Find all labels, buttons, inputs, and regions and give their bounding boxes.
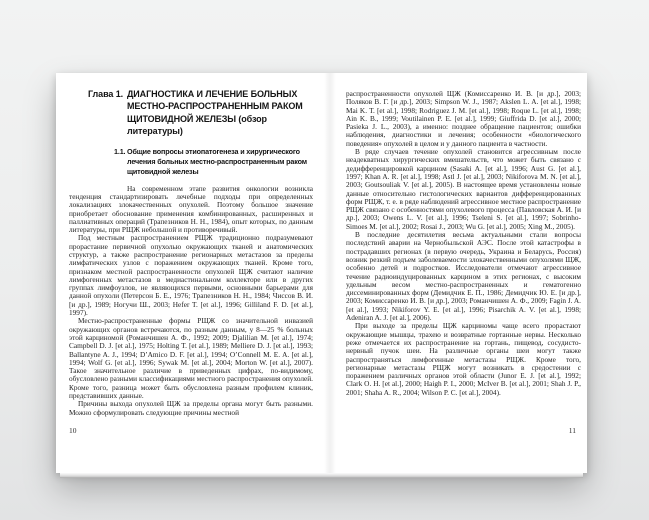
chapter-label: Глава 1.	[88, 89, 124, 99]
paragraph: В последние десятилетия весьма актуальными стали вопросы последствий аварии на Чернобыльской АЭС. После этой катастрофы в пострадавших регионах (в первую очередь, Украина и Беларусь, Россия) возник резкий подъем заболеваемости злокачественными опухолями ЩЖ, особенно детей и подростков. Исследователи отмечают агрессивное течение радиоиндуцированных карцином в этих регионах, с высоким удельным весом местно-распространенных и гематогенно диссеминированных форм (Демидчик Е. П., 1986; Демидчик Ю. Е. [и др.], 2003; Комиссаренко И. В. [и др.], 2003; Романчишен А. Ф., 2009; Fagin J. A. [et al.], 1993; Nikiforov Y. E. [et al.], 1996; Pisarchik A. V. [et al.], 1998; Adeniran A. J. [et al.], 2006).	[346, 230, 581, 323]
page-right	[330, 73, 587, 473]
section-title: Общие вопросы этиопатогенеза и хирургического лечения больных местно-распространенным раком щитовидной железы	[127, 146, 307, 176]
paragraph: Причины выхода опухолей ЩЖ за пределы органа могут быть разными. Можно сформулировать следующие причины местной	[69, 399, 313, 417]
page-left	[56, 73, 330, 473]
paragraph: Местно-распространенные формы РЩЖ со значительной инвазией окружающих органов встречаются, по разным данным, у 8—25 % больных этой карциномой (Романчишен А. Ф., 1992; 2009; Djalilian M. [et al.], 1974; Campbell D. J. [et al.], 1975; Holting T. [et al.], 1989; Melliere D. J. [et al.], 1993; Ballantyne A. J., 1994; D’Amico D. F. [et al.], 1994; O’Connell M. E. A. [et al.], 1994; Wolf G. [et al.], 1996; Sywak M. [et al.], 2004; Morton W. [et al.], 2007). Такое значительное различие в приведенных цифрах, по-видимому, обусловлено разными классификациями местного распространения опухолей. Кроме того, разница может быть обусловлена разным профилем клиник, представивших данные.	[69, 316, 313, 401]
paragraph: распространенности опухолей ЩЖ (Комиссаренко И. В. [и др.], 2003; Поляков В. Г. [и др.], 2003; Simpson W. J., 1987; Akslen L. A. [et al.], 1998; Mai K. T. [et al.], 1998; Rodriguez J. M. [et al.], 1998; Roque L. [et al.], 1998; Ain K. B., 1999; Voutilainen P. E. [et al.], 1999; Giuffrida D. [et al.], 2000; Pasieka J. L., 2003), а именно: позднее обращение пациентов; ошибки наблюдения, диагностики и лечения; особенности «биологического поведения» опухолей в целом и у данного пациента в частности.	[346, 90, 581, 148]
left-page-body	[69, 185, 313, 417]
book-spread	[56, 73, 587, 473]
section-heading	[114, 147, 313, 177]
paragraph: В ряде случаев течение опухолей становится агрессивным после неадекватных хирургических вмешательств, что может быть связано с дедифференцировкой карцином (Sasaki A. [et al.], 1996; Aust G. [et al.], 1997; Khan A. R. [et al.], 1998; Astl J. [et al.], 2003; Nikiforova M. N. [et al.], 2003; Goutsouliak V. [et al.], 2005). В настоящее время установлены новые данные относительно гистологических вариантов дифференцированных форм РЩЖ, т. е. в ряде наблюдений агрессивное местное распространение РЩЖ связано с особенностями опухолевого процесса (Павловская А. И. [и др.], 2003; Owens L. V. [et al.], 1996; Tseleni S. [et al.], 1997; Sobrinho-Simoes M. [et al.], 2002; Rosai J., 2003; Wu G. [et al.], 2005; Xing M., 2005).	[346, 147, 581, 231]
paragraph: При выходе за пределы ЩЖ карциномы чаще всего прорастают окружающие мышцы, трахею и возвратные гортанные нервы. Несколько реже отмечается их распространение на гортань, пищевод, сосудисто-нервный пучок шеи. На различные органы шеи могут также распространяться лимфогенные метастазы РЩЖ. Кроме того, регионарные метастазы РЩЖ могут возникать в средостении с поражением различных органов этой области (Junor E. J. [et al.], 1992; Clark O. H. [et al.], 2000; Haigh P. I., 2000; McIver B. [et al.], 2001; Shah J. P., 2001; Shaha A. R., 2004; Wilson P. C. [et al.], 2004).	[346, 321, 581, 397]
page-number-right: 11	[568, 426, 576, 435]
paragraph: На современном этапе развития онкологии возникла тенденция стандартизировать лечебные подходы при определенных локализациях злокачественных опухолей. Поэтому большое значение приобретает обоснование применения комбинированных, расширенных и паллиативных операций (Трапезников Н. Н., 1984), опыт которых, по данным литературы, при РЩЖ небольшой и противоречивый.	[69, 184, 313, 235]
page-stack-edge	[60, 473, 583, 478]
right-page-body	[346, 90, 581, 397]
paragraph: Под местным распространением РЩЖ традиционно подразумевают прорастание первичной опухолью окружающих тканей и анатомических структур, а также распространение регионарных метастазов за пределы лимфатических узлов с поражением окружающих тканей. Кроме того, признаком местной распространенности опухолей ЩЖ считают наличие лимфогенных метастазов в медиастинальном коллекторе или в других группах лимфоузлов, не являющихся первыми, основными барьерами для данной опухоли (Петерсон Б. Е., 1976; Трапезников Н. Н., 1984; Чиссов В. И. [и др.], 1989; Ногучи Ш., 2003; Hefer T. [et al.], 1996; Gilliland F. D. [et al.], 1997).	[69, 233, 313, 318]
chapter-title: ДИАГНОСТИКА И ЛЕЧЕНИЕ БОЛЬНЫХ МЕСТНО-РАСПРОСТРАНЕННЫМ РАКОМ ЩИТОВИДНОЙ ЖЕЛЕЗЫ (обзор литературы)	[127, 89, 303, 137]
page-number-left: 10	[69, 426, 77, 435]
chapter-heading	[88, 88, 313, 138]
section-label: 1.1.	[114, 146, 126, 156]
